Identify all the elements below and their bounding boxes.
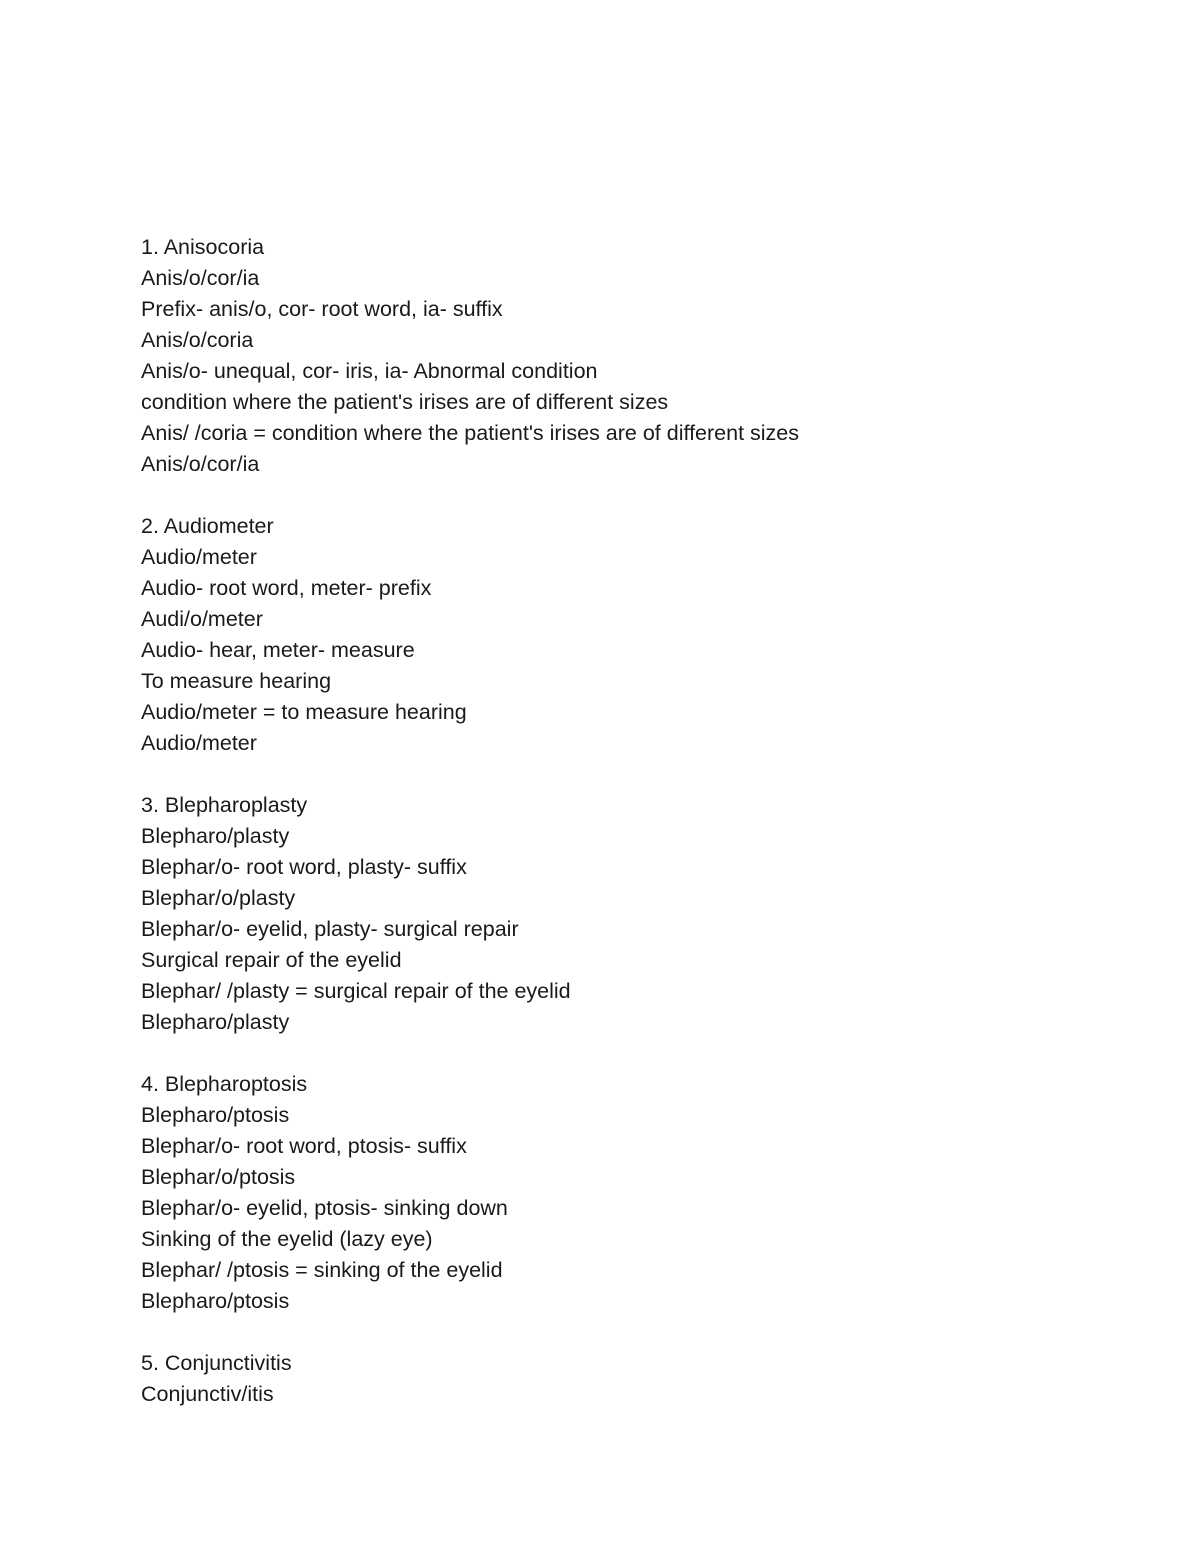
entry-line: Blephar/ /plasty = surgical repair of the eyelid xyxy=(141,979,571,1003)
entry-conjunctivitis xyxy=(141,1348,1101,1410)
entry-line: Sinking of the eyelid (lazy eye) xyxy=(141,1227,433,1251)
entry-line: Blephar/o/ptosis xyxy=(141,1165,296,1189)
entry-line: Audi/o/meter xyxy=(141,607,263,631)
entry-line: Blepharo/ptosis xyxy=(141,1289,290,1313)
entry-line: Audio/meter xyxy=(141,545,257,569)
entry-line: condition where the patient's irises are of different sizes xyxy=(141,390,669,414)
entry-line: Blephar/ /ptosis = sinking of the eyelid xyxy=(141,1258,503,1282)
entry-line: Anis/o/cor/ia xyxy=(141,452,260,476)
entry-line: Blephar/o- root word, ptosis- suffix xyxy=(141,1134,467,1158)
entry-line: Blephar/o- eyelid, ptosis- sinking down xyxy=(141,1196,508,1220)
entry-heading: 5. Conjunctivitis xyxy=(141,1351,292,1375)
entry-line: Blephar/o- root word, plasty- suffix xyxy=(141,855,467,879)
entry-line: Prefix- anis/o, cor- root word, ia- suffix xyxy=(141,297,503,321)
entry-heading: 1. Anisocoria xyxy=(141,235,265,259)
entry-line: Conjunctiv/itis xyxy=(141,1382,274,1406)
entry-line: Blephar/o- eyelid, plasty- surgical repair xyxy=(141,917,519,941)
entry-heading: 2. Audiometer xyxy=(141,514,274,538)
entry-line: Blepharo/plasty xyxy=(141,824,290,848)
entry-heading: 3. Blepharoplasty xyxy=(141,793,308,817)
document-body xyxy=(141,232,1101,1441)
entry-line: Blepharo/ptosis xyxy=(141,1103,290,1127)
entry-line: Blephar/o/plasty xyxy=(141,886,296,910)
entry-line: Audio- root word, meter- prefix xyxy=(141,576,432,600)
entry-blepharoptosis xyxy=(141,1069,1101,1317)
entry-blepharoplasty xyxy=(141,790,1101,1038)
entry-line: Audio/meter = to measure hearing xyxy=(141,700,467,724)
entry-line: Blepharo/plasty xyxy=(141,1010,290,1034)
entry-line: Anis/o/coria xyxy=(141,328,254,352)
entry-line: Audio/meter xyxy=(141,731,257,755)
entry-line: Anis/o- unequal, cor- iris, ia- Abnormal condition xyxy=(141,359,598,383)
entry-line: Anis/ /coria = condition where the patient's irises are of different sizes xyxy=(141,421,800,445)
entry-line: Surgical repair of the eyelid xyxy=(141,948,402,972)
entry-anisocoria xyxy=(141,232,1101,480)
entry-line: Audio- hear, meter- measure xyxy=(141,638,415,662)
entry-line: Anis/o/cor/ia xyxy=(141,266,260,290)
entry-audiometer xyxy=(141,511,1101,759)
entry-heading: 4. Blepharoptosis xyxy=(141,1072,308,1096)
entry-line: To measure hearing xyxy=(141,669,332,693)
